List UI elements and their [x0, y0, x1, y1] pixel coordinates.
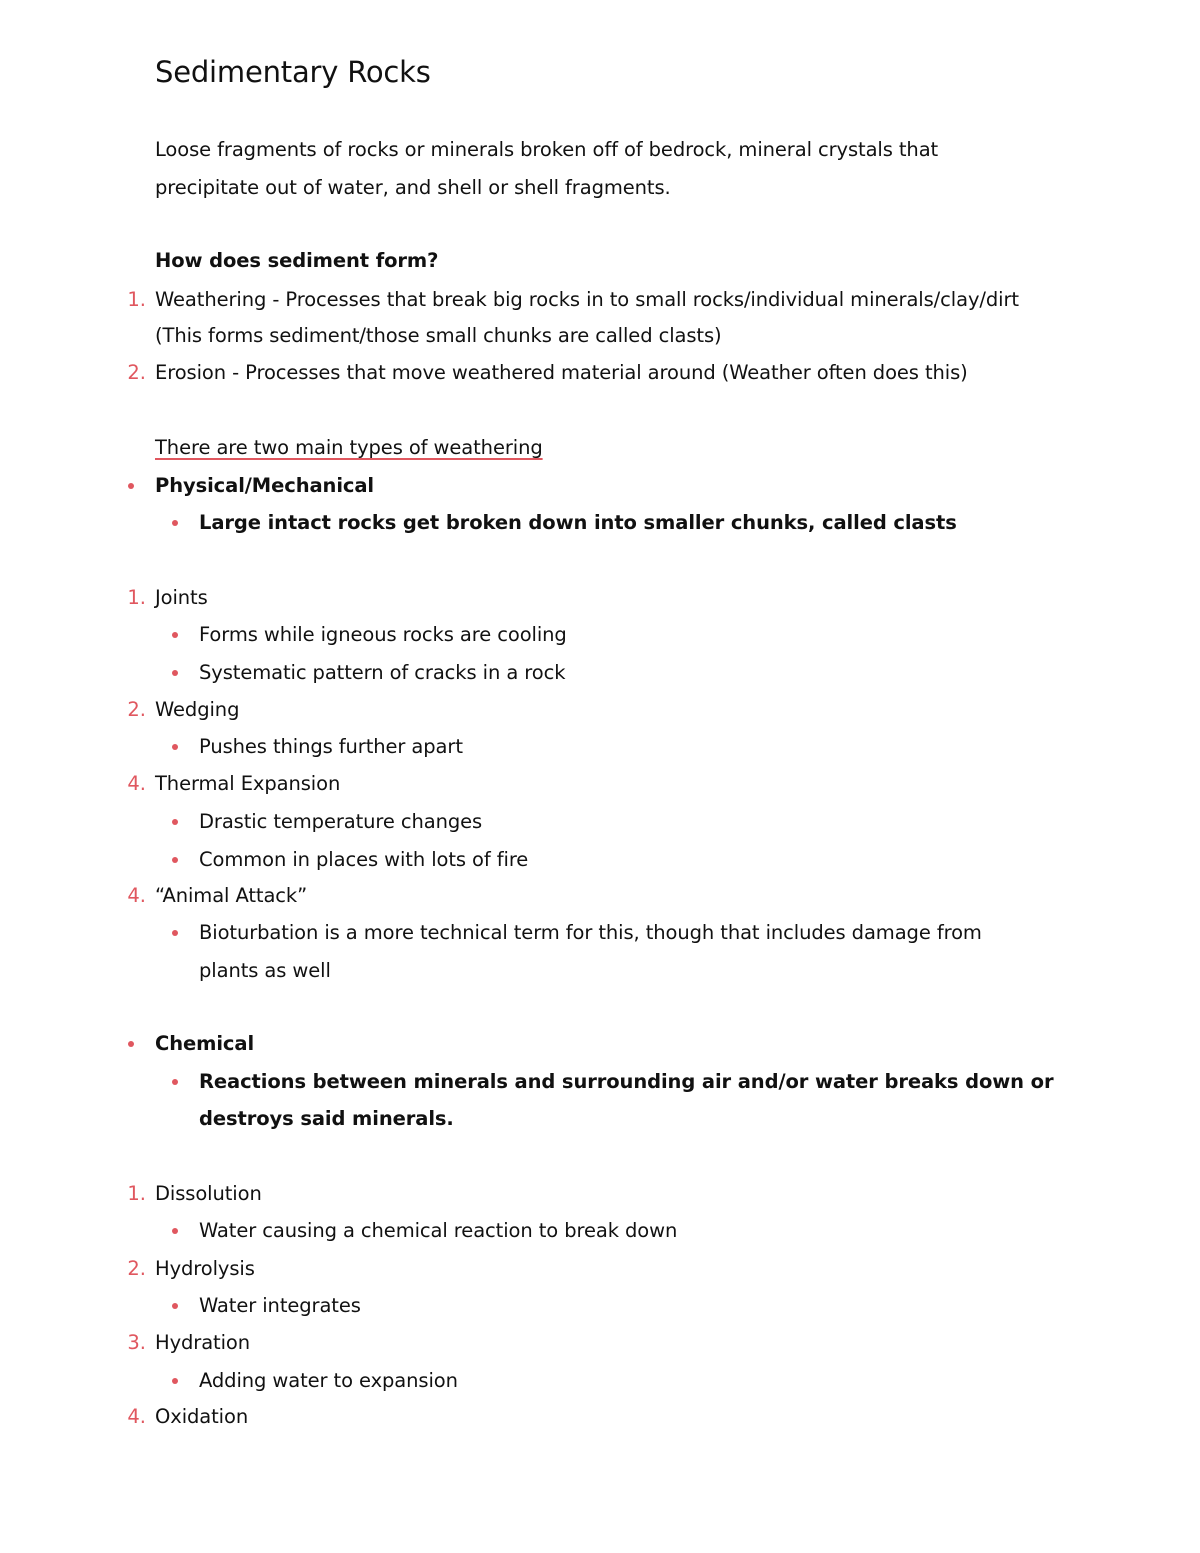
list-number: 2.: [127, 361, 146, 384]
bullet-icon: [128, 1041, 134, 1047]
list-number: 1.: [127, 1182, 146, 1205]
chemical-heading: Chemical: [155, 1032, 255, 1055]
bullet-icon: [172, 632, 178, 638]
list-item-weathering-cont: (This forms sediment/those small chunks are called clasts): [155, 324, 722, 347]
bullet-icon: [172, 1303, 178, 1309]
bullet-icon: [172, 670, 178, 676]
sub-item: Water causing a chemical reaction to break down: [199, 1219, 678, 1242]
list-number: 4.: [127, 1405, 146, 1428]
bullet-icon: [172, 1079, 178, 1085]
sub-item: Systematic pattern of cracks in a rock: [199, 661, 566, 684]
list-number: 1.: [127, 288, 146, 311]
intro-line-2: precipitate out of water, and shell or shell fragments.: [155, 176, 671, 199]
list-number: 2.: [127, 698, 146, 721]
chemical-description: Reactions between minerals and surrounding air and/or water breaks down or: [199, 1070, 1054, 1093]
intro-line-1: Loose fragments of rocks or minerals broken off of bedrock, mineral crystals that: [155, 138, 939, 161]
types-heading: There are two main types of weathering: [155, 436, 543, 459]
list-number: 3.: [127, 1331, 146, 1354]
chemical-description-cont: destroys said minerals.: [199, 1107, 454, 1130]
list-number: 1.: [127, 586, 146, 609]
page-title: Sedimentary Rocks: [155, 55, 431, 89]
physical-description: Large intact rocks get broken down into smaller chunks, called clasts: [199, 511, 957, 534]
list-item-joints: Joints: [155, 586, 208, 609]
physical-heading: Physical/Mechanical: [155, 474, 374, 497]
sub-item: Water integrates: [199, 1294, 361, 1317]
bullet-icon: [172, 520, 178, 526]
sub-item: Adding water to expansion: [199, 1369, 458, 1392]
list-item-wedging: Wedging: [155, 698, 240, 721]
sub-item: Bioturbation is a more technical term for this, though that includes damage from: [199, 921, 982, 944]
bullet-icon: [172, 819, 178, 825]
bullet-icon: [172, 744, 178, 750]
sub-item: Common in places with lots of fire: [199, 848, 529, 871]
list-item-hydrolysis: Hydrolysis: [155, 1257, 255, 1280]
formation-heading: How does sediment form?: [155, 249, 439, 272]
list-item-erosion: Erosion - Processes that move weathered material around (Weather often does this): [155, 361, 968, 384]
list-item-dissolution: Dissolution: [155, 1182, 262, 1205]
list-item-weathering: Weathering - Processes that break big rocks in to small rocks/individual minerals/clay/dirt: [155, 288, 1019, 311]
bullet-icon: [172, 857, 178, 863]
bullet-icon: [172, 1228, 178, 1234]
bullet-icon: [128, 483, 134, 489]
list-number: 2.: [127, 1257, 146, 1280]
sub-item-cont: plants as well: [199, 959, 331, 982]
list-number: 4.: [127, 772, 146, 795]
sub-item: Pushes things further apart: [199, 735, 463, 758]
bullet-icon: [172, 1378, 178, 1384]
list-item-animal-attack: “Animal Attack”: [155, 884, 308, 907]
list-item-thermal-expansion: Thermal Expansion: [155, 772, 341, 795]
bullet-icon: [172, 930, 178, 936]
list-item-oxidation: Oxidation: [155, 1405, 249, 1428]
sub-item: Forms while igneous rocks are cooling: [199, 623, 567, 646]
list-item-hydration: Hydration: [155, 1331, 251, 1354]
list-number: 4.: [127, 884, 146, 907]
sub-item: Drastic temperature changes: [199, 810, 483, 833]
